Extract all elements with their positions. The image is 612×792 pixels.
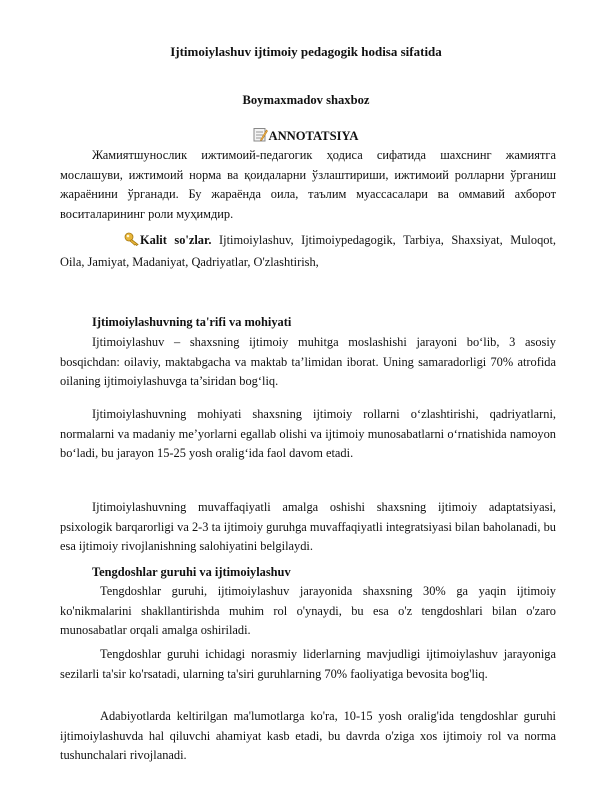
section2-paragraph-1: Tengdoshlar guruhi, ijtimoiylashuv jarayonida shaxsning 30% ga yaqin ijtimoiy ko'nikmalarini shakllantirishda muhim rol o'ynaydi, bu esa o'z tengdoshlari bilan o'zaro munosabatlar orqali amalga oshiriladi.	[60, 584, 556, 637]
annotation-heading-text: ANNOTATSIYA	[268, 129, 359, 143]
annotation-heading	[0, 127, 612, 146]
author-name: Boymaxmadov shaxboz	[242, 93, 370, 107]
keywords-paragraph	[60, 231, 556, 272]
section2-paragraph-2: Tengdoshlar guruhi ichidagi norasmiy liderlarning mavjudligi ijtimoiylashuv jarayoniga sezilarli ta'sir ko'rsatadi, ularning ta'siri guruhlarning 70% faoliyatiga bevosita bog'liq.	[60, 647, 556, 681]
section1-paragraph-2: Ijtimoiylashuvning mohiyati shaxsning ijtimoiy rollarni o‘zlashtirishi, qadriyatlarni, normalarni va madaniy me’yorlarni egallab olishi va ijtimoiy munosabatlarni o‘rnatishida namoyon bo‘ladi, bu jarayon 15-25 yosh oralig‘ida faol davom etadi.	[60, 407, 556, 460]
section2-paragraph-3: Adabiyotlarda keltirilgan ma'lumotlarga ko'ra, 10-15 yosh oralig'ida tengdoshlar guruhi ijtimoiylashuvda hal qiluvchi ahamiyat kasb etadi, bu davrda o'ziga xos ijtimoiy rol va norma tushunchalari rivojlanadi.	[60, 709, 556, 762]
memo-icon	[253, 127, 268, 146]
section1-paragraph-1: Ijtimoiylashuv – shaxsning ijtimoiy muhitga moslashishi jarayoni bo‘lib, 3 asosiy bosqichdan: oilaviy, maktabgacha va maktab ta’limidan iborat. Uning samaradorligi 70% atrofida oilaning ijtimoiylashuvga ta’siridan bog‘liq.	[60, 335, 556, 388]
keywords-text: Ijtimoiylashuv, Ijtimoiypedagogik, Tarbiya, Shaxsiyat, Muloqot, Oila, Jamiyat, Madaniyat, Qadriyatlar, O'zlashtirish,	[60, 233, 556, 269]
section2-heading: Tengdoshlar guruhi va ijtimoiylashuv	[92, 565, 291, 579]
section1-heading: Ijtimoiylashuvning ta'rifi va mohiyati	[92, 315, 292, 329]
annotation-paragraph: Жамиятшунослик ижтимоий-педагогик ҳодиса сифатида шахснинг жамиятга мослашуви, ижтимоий норма ва қоидаларни ўзлаштириши, ижтимоий ролларни ўрганиш жараёнини ўрганади. Бу жараёнда оила, таълим муассасалари ва оммавий ахборот воситаларининг роли муҳимдир.	[60, 148, 556, 221]
key-icon	[92, 232, 140, 253]
document-title: Ijtimoiylashuv ijtimoiy pedagogik hodisa sifatida	[170, 44, 442, 59]
keywords-label: Kalit so'zlar.	[140, 233, 212, 247]
section1-paragraph-3: Ijtimoiylashuvning muvaffaqiyatli amalga oshishi shaxsning ijtimoiy adaptatsiyasi, psixologik barqarorligi va 2-3 ta ijtimoiy guruhga muvaffaqiyatli integratsiyasi bilan baholanadi, bu esa ijtimoiy rivojlanishning salohiyatini belgilaydi.	[60, 500, 556, 553]
